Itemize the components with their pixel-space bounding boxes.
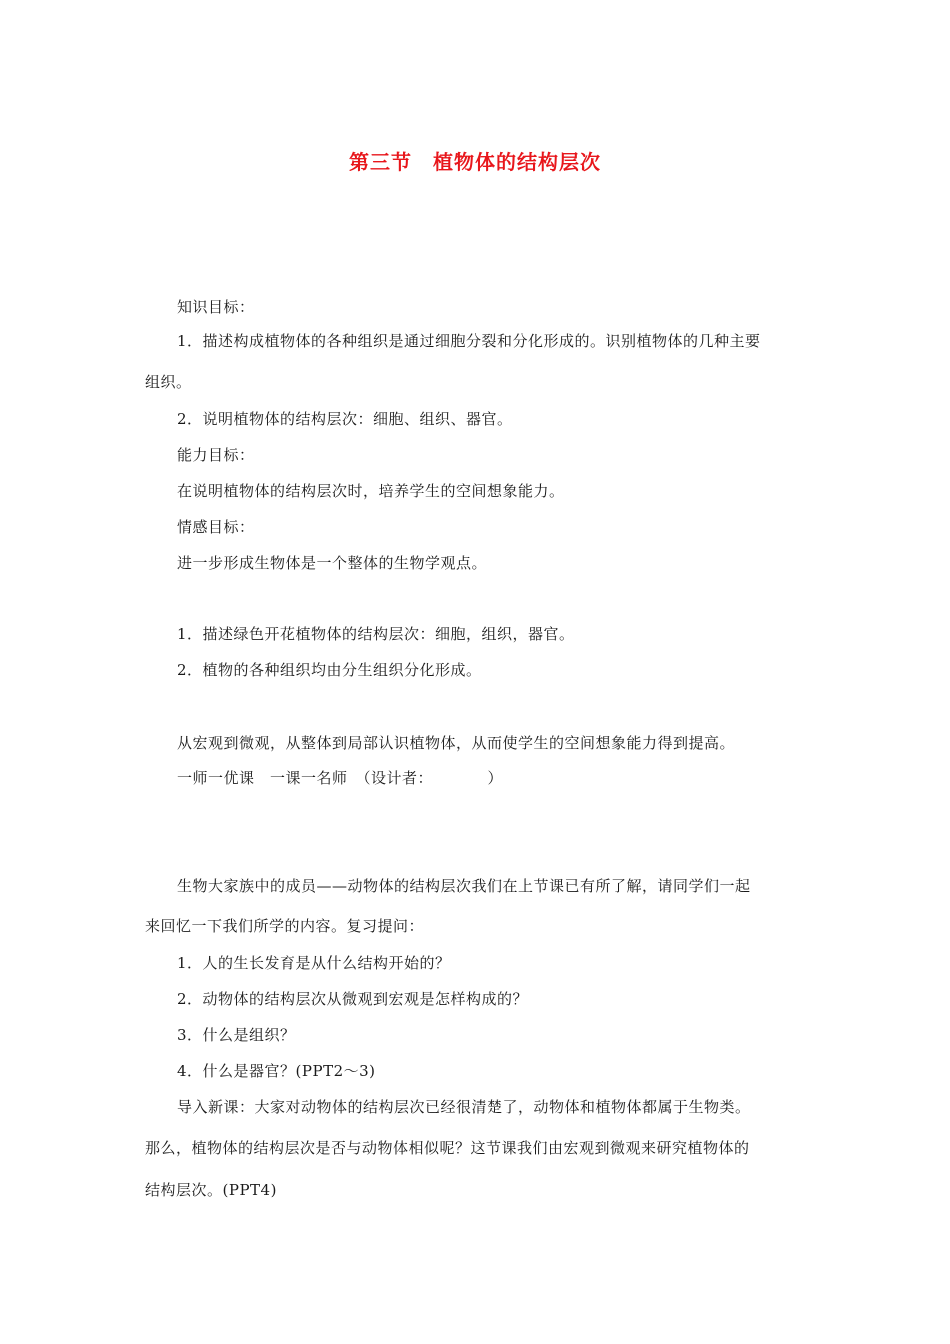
designer-line: 一师一优课 一课一名师 （设计者： ）	[177, 769, 504, 787]
difficulty-text: 从宏观到微观，从整体到局部认识植物体，从而使学生的空间想象能力得到提高。	[177, 734, 736, 752]
new-lesson-line-3: 结构层次。(PPT4)	[145, 1181, 277, 1199]
review-question-1: 1．人的生长发育是从什么结构开始的？	[177, 954, 451, 972]
knowledge-objective-1-line-1: 1．描述构成植物体的各种组织是通过细胞分裂和分化形成的。识别植物体的几种主要	[177, 332, 761, 350]
key-point-1: 1．描述绿色开花植物体的结构层次：细胞，组织，器官。	[177, 625, 575, 643]
emotion-objective-text: 进一步形成生物体是一个整体的生物学观点。	[177, 554, 488, 572]
knowledge-objectives-heading: 知识目标：	[177, 298, 255, 316]
review-question-3: 3．什么是组织？	[177, 1026, 296, 1044]
review-question-2: 2．动物体的结构层次从微观到宏观是怎样构成的？	[177, 990, 529, 1008]
new-lesson-line-1: 导入新课：大家对动物体的结构层次已经很清楚了，动物体和植物体都属于生物类。	[177, 1098, 751, 1116]
review-intro-line-2: 来回忆一下我们所学的内容。复习提问：	[145, 917, 425, 935]
emotion-objectives-heading: 情感目标：	[177, 518, 255, 536]
review-question-4: 4．什么是器官？(PPT2～3)	[177, 1062, 376, 1080]
document-title: 第三节 植物体的结构层次	[349, 150, 601, 174]
key-point-2: 2．植物的各种组织均由分生组织分化形成。	[177, 661, 482, 679]
knowledge-objective-2: 2．说明植物体的结构层次：细胞、组织、器官。	[177, 410, 513, 428]
new-lesson-line-2: 那么，植物体的结构层次是否与动物体相似呢？这节课我们由宏观到微观来研究植物体的	[145, 1139, 750, 1157]
knowledge-objective-1-line-2: 组织。	[145, 373, 192, 391]
review-intro-line-1: 生物大家族中的成员——动物体的结构层次我们在上节课已有所了解，请同学们一起	[177, 877, 751, 895]
ability-objective-text: 在说明植物体的结构层次时，培养学生的空间想象能力。	[177, 482, 565, 500]
ability-objectives-heading: 能力目标：	[177, 446, 255, 464]
